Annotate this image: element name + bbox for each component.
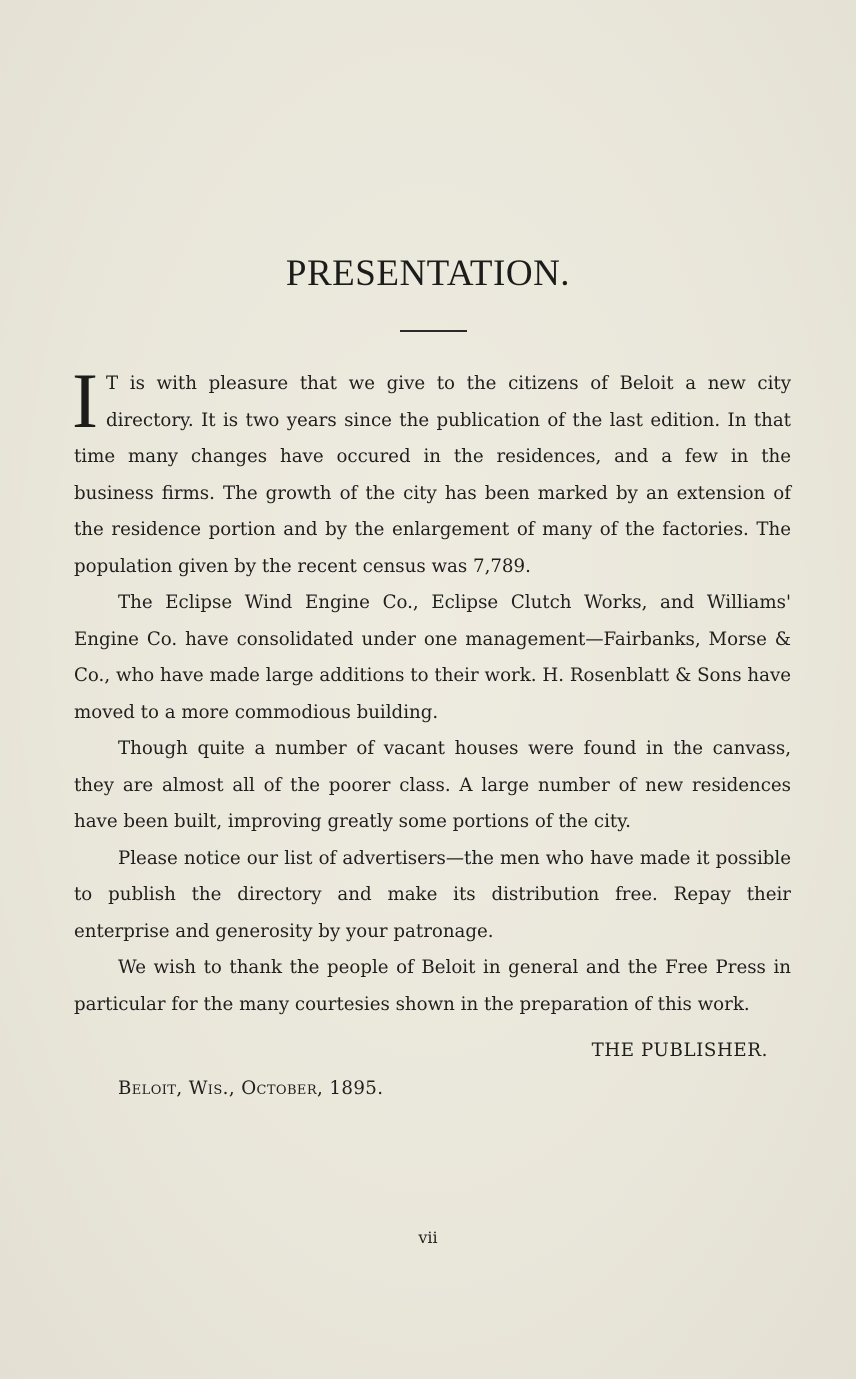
paragraph-2: The Eclipse Wind Engine Co., Eclipse Clutch Works, and Williams' Engine Co. have consolidated under one management—Fairbanks, Morse & Co., who have made large additions to their work. H. Rosenblatt & Sons have moved to a more commodious building.	[74, 592, 791, 723]
paragraph-1	[72, 357, 791, 585]
title-divider	[400, 330, 467, 332]
body-text	[72, 357, 791, 1023]
page-title: PRESENTATION.	[285, 253, 571, 294]
paragraph-1-text: T is with pleasure that we give to the citizens of Beloit a new city directory. It is two years since the publication of the last edition. In that time many changes have occured in the residences, and a few in the business firms. The growth of the city has been marked by an extension of the residence portion and by the enlargement of many of the factories. The population given by the recent census was 7,789.	[74, 373, 791, 577]
paragraph-5: We wish to thank the people of Beloit in general and the Free Press in particular for the many courtesies shown in the preparation of this work.	[74, 957, 791, 1015]
signature: THE PUBLISHER.	[591, 1040, 768, 1061]
paragraph-3: Though quite a number of vacant houses were found in the canvass, they are almost all of the poorer class. A large number of new residences have been built, improving greatly some portions of the city.	[74, 738, 791, 832]
paragraph-4: Please notice our list of advertisers—the men who have made it possible to publish the directory and make its distribution free. Repay their enterprise and generosity by your patronage.	[74, 847, 791, 942]
drop-cap: I	[72, 357, 98, 444]
dateline: Beloit, Wis., October, 1895.	[118, 1078, 384, 1099]
page-number: vii	[418, 1228, 438, 1247]
